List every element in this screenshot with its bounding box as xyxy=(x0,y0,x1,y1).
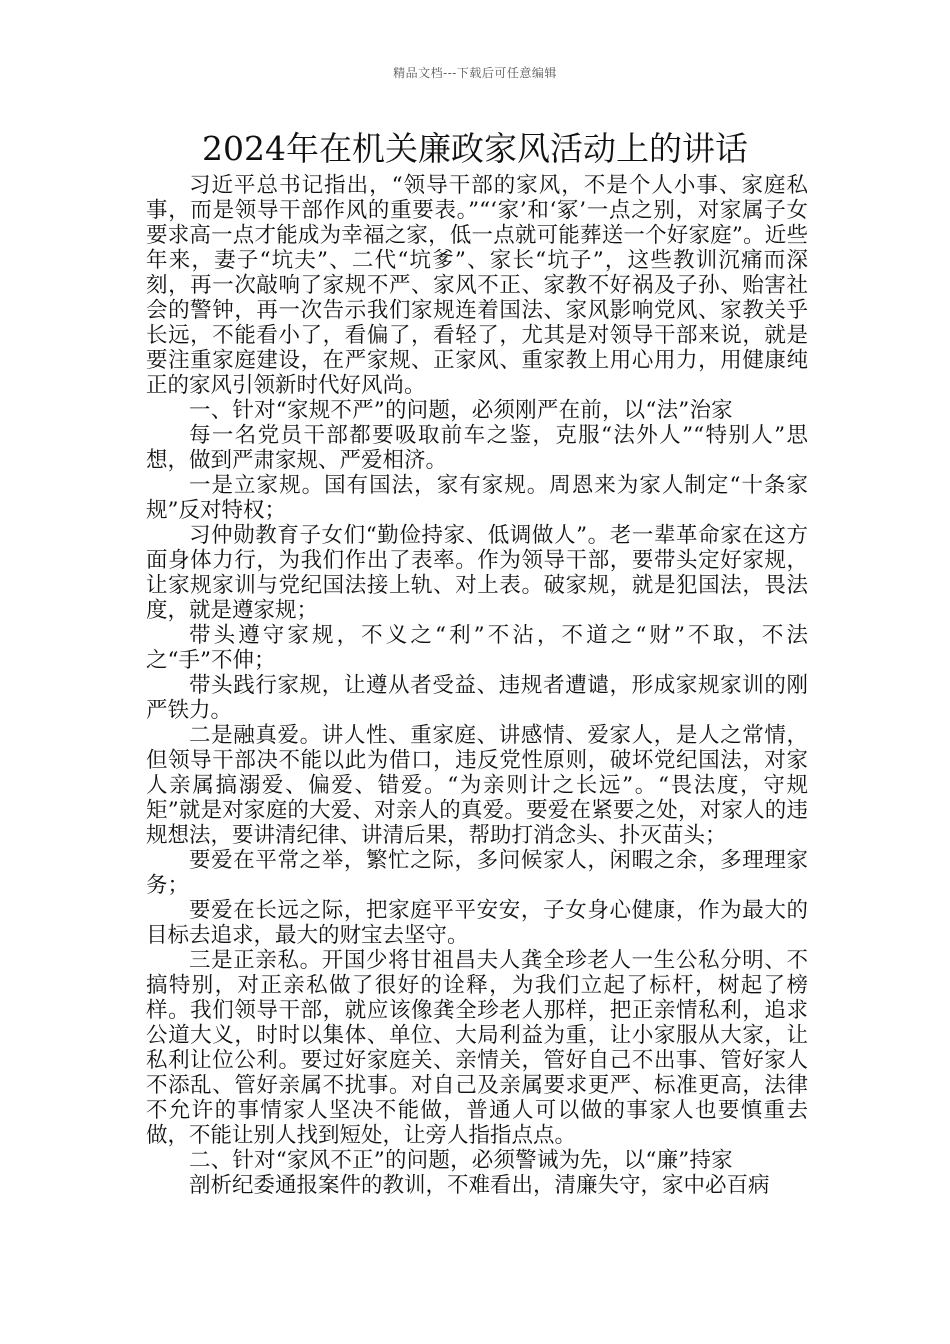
document-body xyxy=(146,173,808,1198)
header-note: 精品文档---下载后可任意编辑 xyxy=(393,66,557,80)
paragraph: 要爱在平常之举，繁忙之际，多问候家人，闲暇之余，多理理家务； xyxy=(146,848,808,898)
paragraph: 习近平总书记指出，“领导干部的家风，不是个人小事、家庭私事，而是领导干部作风的重要表。”“‘家’和‘冢’一点之别，对家属子女要求高一点才能成为幸福之家，低一点就可能葬送一个好家庭”。近些年来，妻子“坑夫”、二代“坑爹”、家长“坑子”，这些教训沉痛而深刻，再一次敲响了家规不严、家风不正、家教不好祸及子孙、贻害社会的警钟，再一次告示我们家规连着国法、家风影响党风、家教关乎长远，不能看小了，看偏了，看轻了，尤其是对领导干部来说，就是要注重家庭建设，在严家规、正家风、重家教上用心用力，用健康纯正的家风引领新时代好风尚。 xyxy=(146,173,808,398)
paragraph: 二是融真爱。讲人性、重家庭、讲感情、爱家人，是人之常情，但领导干部决不能以此为借口，违反党性原则，破坏党纪国法，对家人亲属搞溺爱、偏爱、错爱。“为亲则计之长远”。“畏法度，守规矩”就是对家庭的大爱、对亲人的真爱。要爱在紧要之处，对家人的违规想法，要讲清纪律、讲清后果，帮助打消念头、扑灭苗头； xyxy=(146,723,808,848)
paragraph: 要爱在长远之际，把家庭平平安安，子女身心健康，作为最大的目标去追求，最大的财宝去坚守。 xyxy=(146,898,808,948)
paragraph: 三是正亲私。开国少将甘祖昌夫人龚全珍老人一生公私分明、不搞特别，对正亲私做了很好的诠释，为我们立起了标杆，树起了榜样。我们领导干部，就应该像龚全珍老人那样，把正亲情私利，追求公道大义，时时以集体、单位、大局利益为重，让小家服从大家，让私利让位公利。要过好家庭关、亲情关，管好自己不出事、管好家人不添乱、管好亲属不扰事。对自己及亲属要求更严、标准更高，法律不允许的事情家人坚决不能做，普通人可以做的事家人也要慎重去做，不能让别人找到短处，让旁人指指点点。 xyxy=(146,948,808,1148)
paragraph: 带头遵守家规，不义之“利”不沾，不道之“财”不取，不法之“手”不伸； xyxy=(146,623,808,673)
paragraph: 剖析纪委通报案件的教训，不难看出，清廉失守，家中必百病 xyxy=(189,1173,770,1198)
section-heading: 二、针对“家风不正”的问题，必须警诫为先，以“廉”持家 xyxy=(189,1148,733,1173)
paragraph: 习仲勋教育子女们“勤俭持家、低调做人”。老一辈革命家在这方面身体力行，为我们作出了表率。作为领导干部，要带头定好家规，让家规家训与党纪国法接上轨、对上表。破家规，就是犯国法，畏法度，就是遵家规； xyxy=(146,523,808,623)
paragraph: 每一名党员干部都要吸取前车之鉴，克服“法外人”“特别人”思想，做到严肃家规、严爱相济。 xyxy=(146,423,808,473)
paragraph: 带头践行家规，让遵从者受益、违规者遭谴，形成家规家训的刚严铁力。 xyxy=(146,673,808,723)
paragraph: 一是立家规。国有国法，家有家规。周恩来为家人制定“十条家规”反对特权； xyxy=(146,473,808,523)
document-title: 2024年在机关廉政家风活动上的讲话 xyxy=(202,129,748,168)
section-heading: 一、针对“家规不严”的问题，必须刚严在前，以“法”治家 xyxy=(189,398,733,423)
